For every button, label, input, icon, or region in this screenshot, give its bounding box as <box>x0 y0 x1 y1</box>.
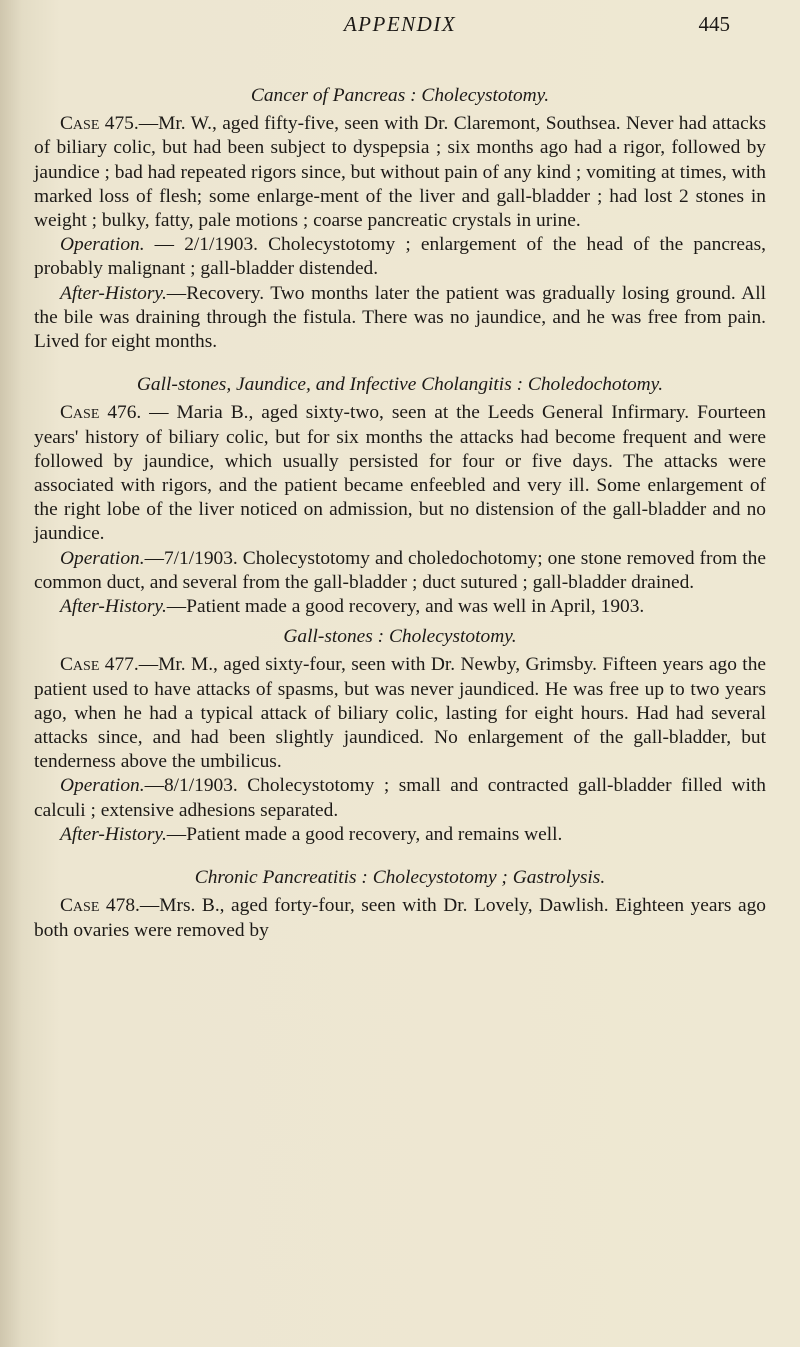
case-label: Case <box>60 654 100 676</box>
page-body <box>34 84 766 943</box>
page-header <box>0 8 800 44</box>
case-label: Case <box>60 113 100 135</box>
case-label: Case <box>60 402 100 424</box>
case-paragraph <box>34 894 766 942</box>
operation-label: Operation. <box>60 547 145 569</box>
case-paragraph <box>34 112 766 233</box>
running-head: APPENDIX <box>343 12 457 36</box>
after-history-paragraph <box>34 282 766 355</box>
after-history-text: —Patient made a good recovery, and was well in April, 1903. <box>166 596 645 618</box>
operation-paragraph <box>34 774 766 822</box>
section-heading: Cancer of Pancreas : Cholecystotomy. <box>250 85 550 106</box>
case-text: 478.—Mrs. B., aged forty-four, seen with Dr. Lovely, Dawlish. Eighteen years ago both ovaries were removed by <box>34 895 766 941</box>
case-label: Case <box>60 895 100 917</box>
case-text: 477.—Mr. M., aged sixty-four, seen with Dr. Newby, Grimsby. Fifteen years ago the patient used to have attacks of spasms, but was never jaundiced. He was free up to two years ago, when he had a typical attack of biliary colic, lasting for eight hours. Had had several attacks since, and had been slightly jaundiced. No enlargement of the gall-bladder, but tenderness above the umbilicus. <box>34 654 766 773</box>
case-paragraph <box>34 653 766 774</box>
operation-label: Operation. <box>60 234 145 256</box>
after-history-label: After-History. <box>60 596 167 618</box>
operation-label: Operation. <box>60 775 145 797</box>
after-history-paragraph <box>34 595 766 619</box>
case-text: 475.—Mr. W., aged fifty-five, seen with Dr. Claremont, Southsea. Never had attacks of biliary colic, but had been subject to dyspepsia ; six months ago had a rigor, followed by jaundice ; bad had repeated rigors since, but without pain of any kind ; vomiting at times, with marked loss of flesh; some enlarge-ment of the liver and gall-bladder ; had lost 2 stones in weight ; bulky, fatty, pale motions ; coarse pancreatic crystals in urine. <box>34 113 766 232</box>
case-paragraph <box>34 401 766 546</box>
page-number: 445 <box>698 12 730 36</box>
section-heading: Gall-stones, Jaundice, and Infective Cholangitis : Choledochotomy. <box>136 374 664 396</box>
operation-paragraph <box>34 547 766 595</box>
after-history-label: After-History. <box>60 282 167 304</box>
case-text: 476. — Maria B., aged sixty-two, seen at the Leeds General Infirmary. Fourteen years' history of biliary colic, but for six months the attacks had become frequent and were followed by jaundice, which usually persisted for four or five days. The attacks were associated with rigors, and the patient became enfeebled and very ill. Some enlargement of the right lobe of the liver noticed on admission, but no distension of the gall-bladder and no jaundice. <box>34 402 766 545</box>
section-heading: Gall-stones : Cholecystotomy. <box>283 626 517 648</box>
operation-text: —7/1/1903. Cholecystotomy and choledochotomy; one stone removed from the common duct, and several from the gall-bladder ; duct sutured ; gall-bladder drained. <box>34 547 766 593</box>
after-history-label: After-History. <box>60 823 167 845</box>
section-heading: Chronic Pancreatitis : Cholecystotomy ; Gastrolysis. <box>194 867 606 889</box>
operation-text: —8/1/1903. Cholecystotomy ; small and contracted gall-bladder filled with calculi ; extensive adhesions separated. <box>34 775 766 821</box>
operation-paragraph <box>34 233 766 281</box>
after-history-paragraph <box>34 823 766 847</box>
after-history-text: —Patient made a good recovery, and remains well. <box>166 823 563 845</box>
after-history-text: —Recovery. Two months later the patient was gradually losing ground. All the bile was draining through the fistula. There was no jaundice, and he was free from pain. Lived for eight months. <box>34 282 766 353</box>
operation-text: — 2/1/1903. Cholecystotomy ; enlargement of the head of the pancreas, probably malignant ; gall-bladder distended. <box>34 234 766 280</box>
